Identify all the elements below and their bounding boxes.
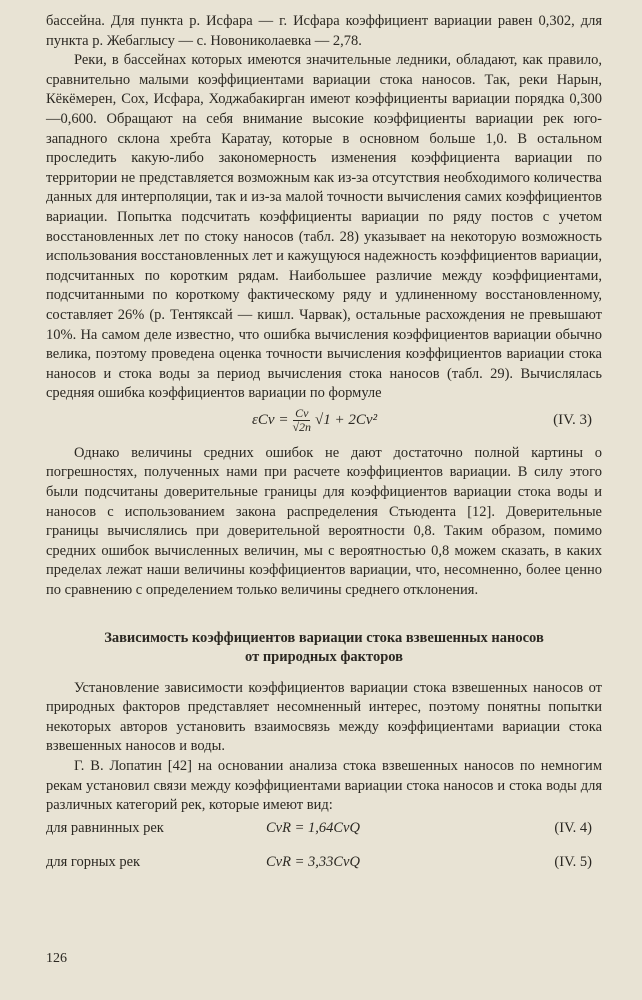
formula-iv3-expression [252, 407, 377, 434]
formula-iv5-label: для горных рек [46, 854, 141, 871]
paragraph-dependence: Установление зависимости коэффициентов вариации стока взвешенных наносов от природных факторов представляет несомненный интерес, поэтому понятны попытки некоторых авторов установить взаимосвязь между коэффициентами вариации стока взвешенных наносов и воды. [46, 679, 602, 755]
page-number: 126 [46, 951, 67, 966]
formula-iv3-denominator: √2n [292, 420, 312, 435]
formula-iv4-number: (IV. 4) [554, 820, 592, 837]
paragraph-glaciers: Реки, в бассейнах которых имеются значительные ледники, обладают, как правило, сравнительно малыми коэффициентами вариации стока наносов. Так, реки Нарын, Кёкёмерен, Сох, Исфара, Ходжабакирган имеют коэффициенты вариации порядка 0,300—0,600. Обращают на себя внимание высокие коэффициенты вариации рек юго-западного склона хребта Каратау, которые в основном больше 1,0. В остальном проследить какую-либо закономерность изменения коэффициента вариации по территории не представляется возможным как из-за отсутствия необходимого количества данных для интерполяции, так и из-за малой точности вычисления самих коэффициентов вариации. Попытка подсчитать коэффициенты вариации по ряду постов с учетом восстановленных лет по стоку наносов (табл. 28) указывает на некоторую возможность использования восстановленных лет и кажущуюся надежность коэффициентов вариации, подсчитанных по коротким рядам. Наибольшее различие между коэффициентами, подсчитанными по короткому фактическому ряду и удлиненному восстановленному, составляет 26% (р. Тентяксай — кишл. Чарвак), остальные расхождения не превышают 10%. На самом деле известно, что ошибка вычисления коэффициентов вариации обычно велика, поэтому проведена оценка точности вычисления коэффициентов вариации стока наносов и стока воды за период вычисления стока наносов (табл. 29). Вычислялась средняя ошибка коэффициентов вариации по формуле [46, 52, 602, 402]
formula-iv3 [46, 404, 602, 438]
paragraph-lopatin: Г. В. Лопатин [42] на основании анализа стока взвешенных наносов по немногим рекам установил связи между коэффициентами вариации стока наносов и стока воды для различных категорий рек, которые имеют вид: [46, 758, 602, 814]
section-heading-line2: от природных факторов [245, 648, 403, 665]
formula-iv4-label: для равнинных рек [46, 820, 164, 837]
formula-iv5-expression: CvR = 3,33CvQ [266, 854, 360, 871]
section-heading-line1: Зависимость коэффициентов вариации стока взвешенных наносов [104, 629, 544, 646]
formula-iv4-expression: CvR = 1,64CvQ [266, 820, 360, 837]
paragraph-intro: бассейна. Для пункта р. Исфара — г. Исфара коэффициент вариации равен 0,302, для пункта р. Жебаглысу — с. Новониколаевка — 2,78. [46, 13, 602, 49]
formula-iv3-numerator: Cv [295, 406, 309, 421]
formula-iv5 [46, 850, 602, 876]
paragraph-errors: Однако величины средних ошибок не дают достаточно полной картины о погрешностях, полученных нами при расчете коэффициентов вариации. В силу этого были подсчитаны доверительные границы для коэффициентов вариации стока воды и наносов с использованием закона распределения Стьюдента [12]. Доверительные границы вычислялись при доверительной вероятности 0,8. Таким образом, помимо средних ошибок вычисленных величин, мы с вероятностью 0,8 можем сказать, в каких пределах лежат наши величины коэффициентов вариации, что, несомненно, более ценно по сравнению с определением только величины среднего отклонения. [46, 444, 602, 599]
formula-iv4 [46, 816, 602, 842]
formula-iv3-fraction [292, 407, 311, 434]
formula-iv5-number: (IV. 5) [554, 854, 592, 871]
formula-iv3-lhs: εCv = [252, 412, 289, 429]
formula-iv3-rhs: √1 + 2Cv² [315, 412, 378, 429]
formula-iv3-number: (IV. 3) [553, 412, 592, 429]
